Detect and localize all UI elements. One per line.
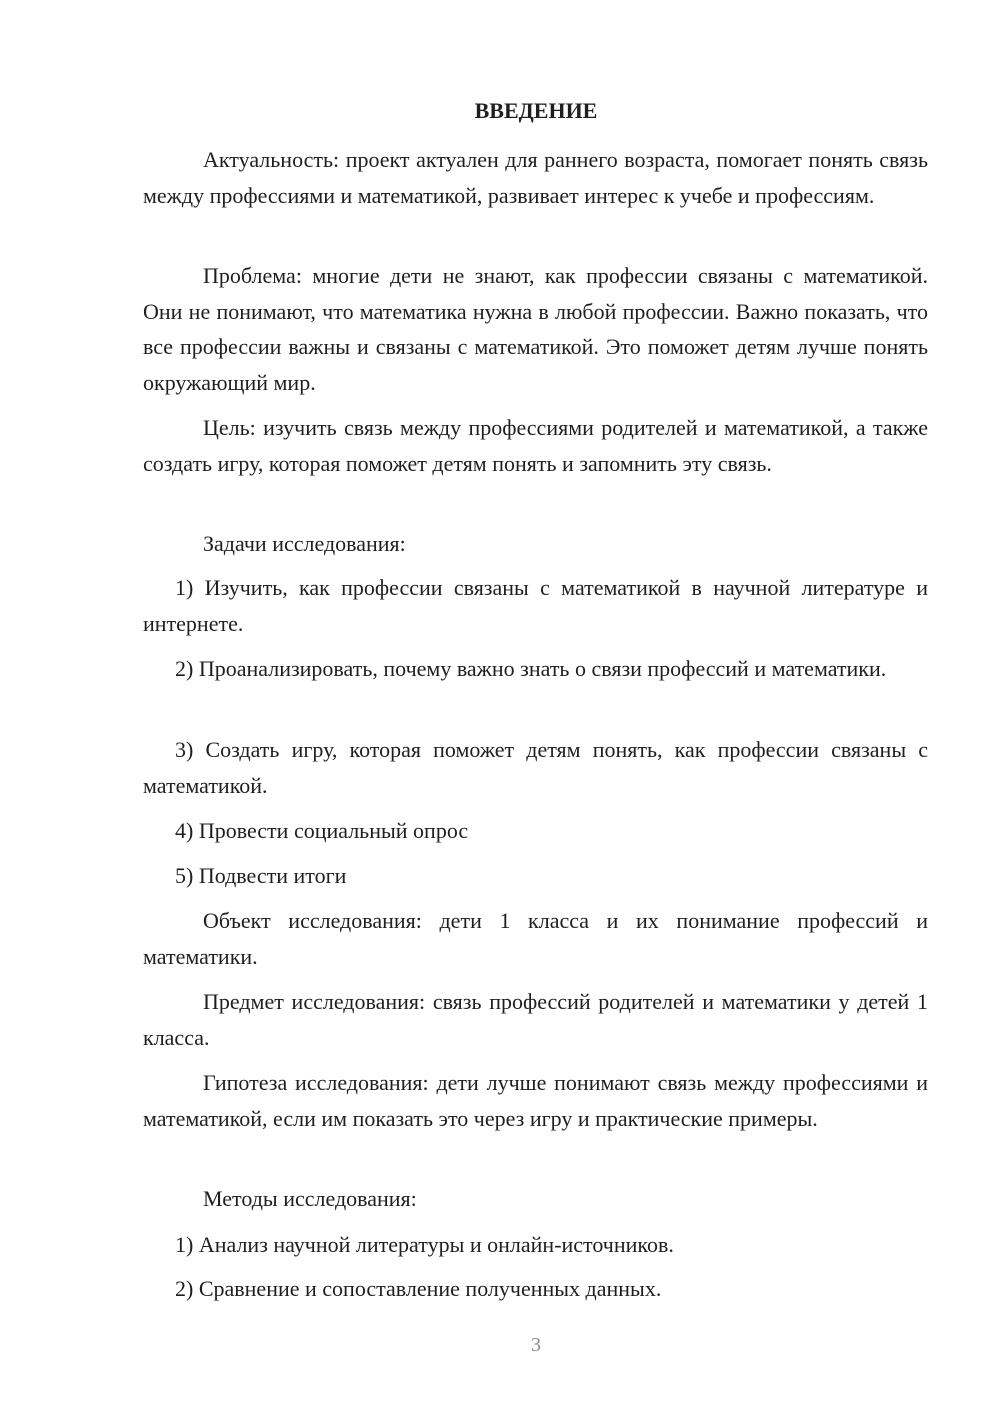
goal-text: Цель: изучить связь между профессиями родителей и математикой, а также создать игру, которая поможет детям понять и запомнить эту связь. xyxy=(143,415,928,476)
task-item xyxy=(143,813,928,849)
tasks-title: Задачи исследования: xyxy=(203,531,406,556)
page-number: 3 xyxy=(531,1334,541,1356)
task-text: 5) Подвести итоги xyxy=(175,863,347,888)
task-item xyxy=(143,651,928,687)
hypothesis-paragraph xyxy=(143,1065,928,1136)
object-text: Объект исследования: дети 1 класса и их понимание профессий и математики. xyxy=(143,908,928,969)
problem-paragraph xyxy=(143,258,928,400)
methods-title: Методы исследования: xyxy=(203,1186,417,1211)
section-heading: ВВЕДЕНИЕ xyxy=(474,98,598,123)
task-text: 4) Провести социальный опрос xyxy=(175,818,469,843)
subject-paragraph xyxy=(143,984,928,1055)
object-paragraph xyxy=(143,903,928,974)
method-text: 1) Анализ научной литературы и онлайн-источников. xyxy=(175,1232,674,1257)
subject-text: Предмет исследования: связь профессий родителей и математики у детей 1 класса. xyxy=(143,989,928,1050)
method-item xyxy=(143,1271,928,1307)
task-text: 2) Проанализировать, почему важно знать о связи профессий и математики. xyxy=(175,656,887,681)
hypothesis-text: Гипотеза исследования: дети лучше понимают связь между профессиями и математикой, если им показать это через игру и практические примеры. xyxy=(143,1070,928,1131)
relevance-paragraph xyxy=(143,142,928,213)
task-item xyxy=(143,570,928,641)
goal-paragraph xyxy=(143,410,928,481)
problem-text: Проблема: многие дети не знают, как профессии связаны с математикой. Они не понимают, что математика нужна в любой профессии. Важно показать, что все профессии важны и связаны с математикой. Это поможет детям лучше понять окружающий мир. xyxy=(143,263,928,395)
task-text: 3) Создать игру, которая поможет детям понять, как профессии связаны с математикой. xyxy=(143,737,928,798)
task-item xyxy=(143,732,928,803)
method-item xyxy=(143,1227,928,1263)
relevance-text: Актуальность: проект актуален для раннего возраста, помогает понять связь между профессиями и математикой, развивает интерес к учебе и профессиям. xyxy=(143,147,928,208)
task-text: 1) Изучить, как профессии связаны с математикой в научной литературе и интернете. xyxy=(143,575,928,636)
task-item xyxy=(143,858,928,894)
method-text: 2) Сравнение и сопоставление полученных данных. xyxy=(175,1276,662,1301)
tasks-heading xyxy=(143,526,928,562)
methods-heading xyxy=(143,1181,928,1217)
